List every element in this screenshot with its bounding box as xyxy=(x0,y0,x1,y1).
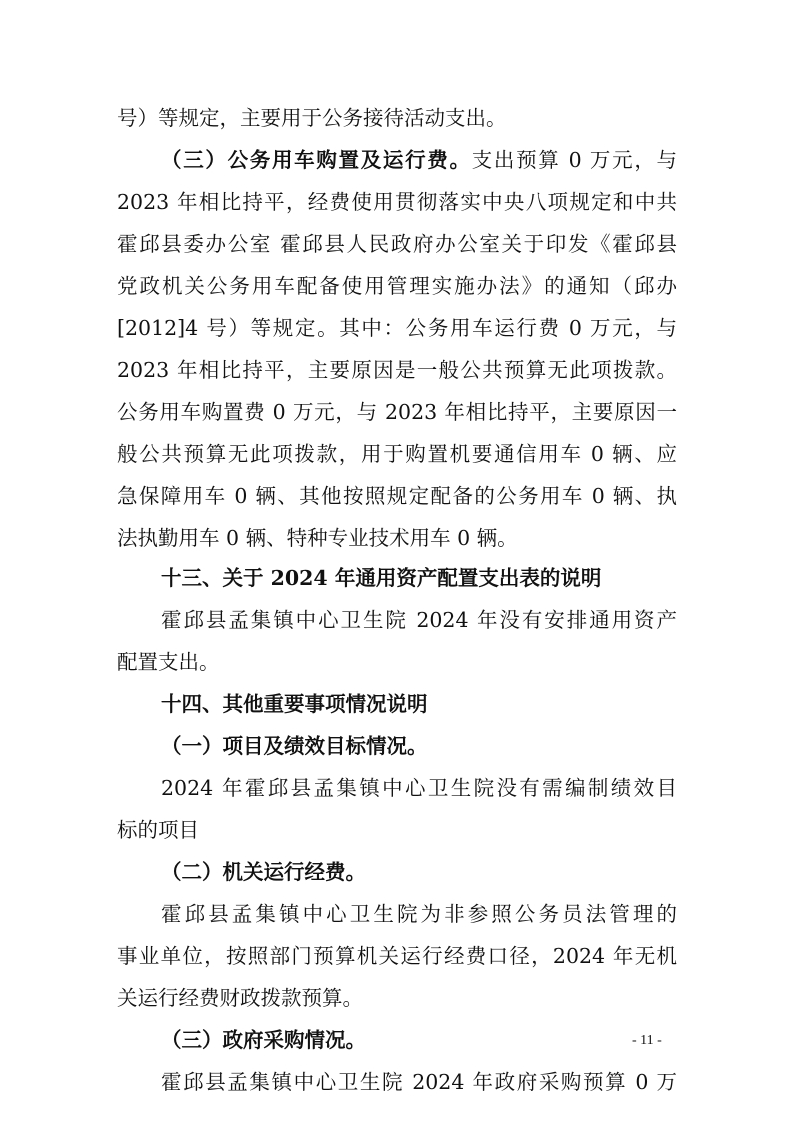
page-number: - 11 - xyxy=(632,1033,662,1048)
text-run: 霍邱县委办公室 霍邱县人民政府办公室关于印发《霍邱县 xyxy=(117,232,677,256)
section-heading: （二）机关运行经费。 xyxy=(161,860,366,884)
text-run: 霍邱县孟集镇中心卫生院 2024 年没有安排通用资产 xyxy=(161,608,677,632)
text-line xyxy=(161,1028,677,1052)
section-heading: （一）项目及绩效目标情况。 xyxy=(161,734,428,758)
text-line xyxy=(117,818,677,842)
text-run: 法执勤用车 0 辆、特种专业技术用车 0 辆。 xyxy=(117,526,518,550)
text-run: 事业单位，按照部门预算机关运行经费口径，2024 年无机 xyxy=(117,944,677,968)
text-run: 霍邱县孟集镇中心卫生院为非参照公务员法管理的 xyxy=(161,902,677,926)
text-run: 2023 年相比持平，主要原因是一般公共预算无此项拨款。 xyxy=(117,358,677,382)
text-line xyxy=(161,1070,677,1094)
text-line xyxy=(117,442,677,466)
text-line xyxy=(117,274,677,298)
text-line xyxy=(117,316,677,340)
text-run: 号）等规定，主要用于公务接待活动支出。 xyxy=(117,106,507,130)
text-run: 公务用车购置费 0 万元，与 2023 年相比持平，主要原因一 xyxy=(117,400,677,424)
text-line xyxy=(161,692,677,716)
text-line xyxy=(117,232,677,256)
text-line xyxy=(117,650,677,674)
text-line xyxy=(161,860,677,884)
text-run: 关运行经费财政拨款预算。 xyxy=(117,986,363,1010)
text-line xyxy=(161,902,677,926)
text-run: 2024 年霍邱县孟集镇中心卫生院没有需编制绩效目 xyxy=(161,776,677,800)
text-line xyxy=(161,566,677,590)
text-line xyxy=(161,148,677,172)
text-line xyxy=(117,400,677,424)
text-line xyxy=(117,944,677,968)
text-line xyxy=(117,484,677,508)
text-run: 党政机关公务用车配备使用管理实施办法》的通知（邱办 xyxy=(117,274,677,298)
text-run: 霍邱县孟集镇中心卫生院 2024 年政府采购预算 0 万 xyxy=(161,1070,677,1094)
text-run: 2023 年相比持平，经费使用贯彻落实中央八项规定和中共 xyxy=(117,190,677,214)
text-run: 急保障用车 0 辆、其他按照规定配备的公务用车 0 辆、执 xyxy=(117,484,677,508)
text-run: 支出预算 0 万元，与 xyxy=(471,148,678,172)
text-line xyxy=(117,190,677,214)
text-line xyxy=(117,358,677,382)
text-line xyxy=(161,608,677,632)
section-heading: 十三、关于 2024 年通用资产配置支出表的说明 xyxy=(161,566,602,590)
text-line xyxy=(117,986,677,1010)
section-heading: 十四、其他重要事项情况说明 xyxy=(161,692,428,716)
text-run: [2012]4 号）等规定。其中：公务用车运行费 0 万元，与 xyxy=(117,316,677,340)
text-line xyxy=(161,734,677,758)
text-run: 配置支出。 xyxy=(117,650,220,674)
text-run: 般公共预算无此项拨款，用于购置机要通信用车 0 辆、应 xyxy=(117,442,677,466)
section-heading: （三）公务用车购置及运行费。 xyxy=(161,148,472,172)
text-run: 标的项目 xyxy=(117,818,199,842)
text-line xyxy=(117,106,677,130)
text-line xyxy=(161,776,677,800)
section-heading: （三）政府采购情况。 xyxy=(161,1028,366,1052)
text-line xyxy=(117,526,677,550)
